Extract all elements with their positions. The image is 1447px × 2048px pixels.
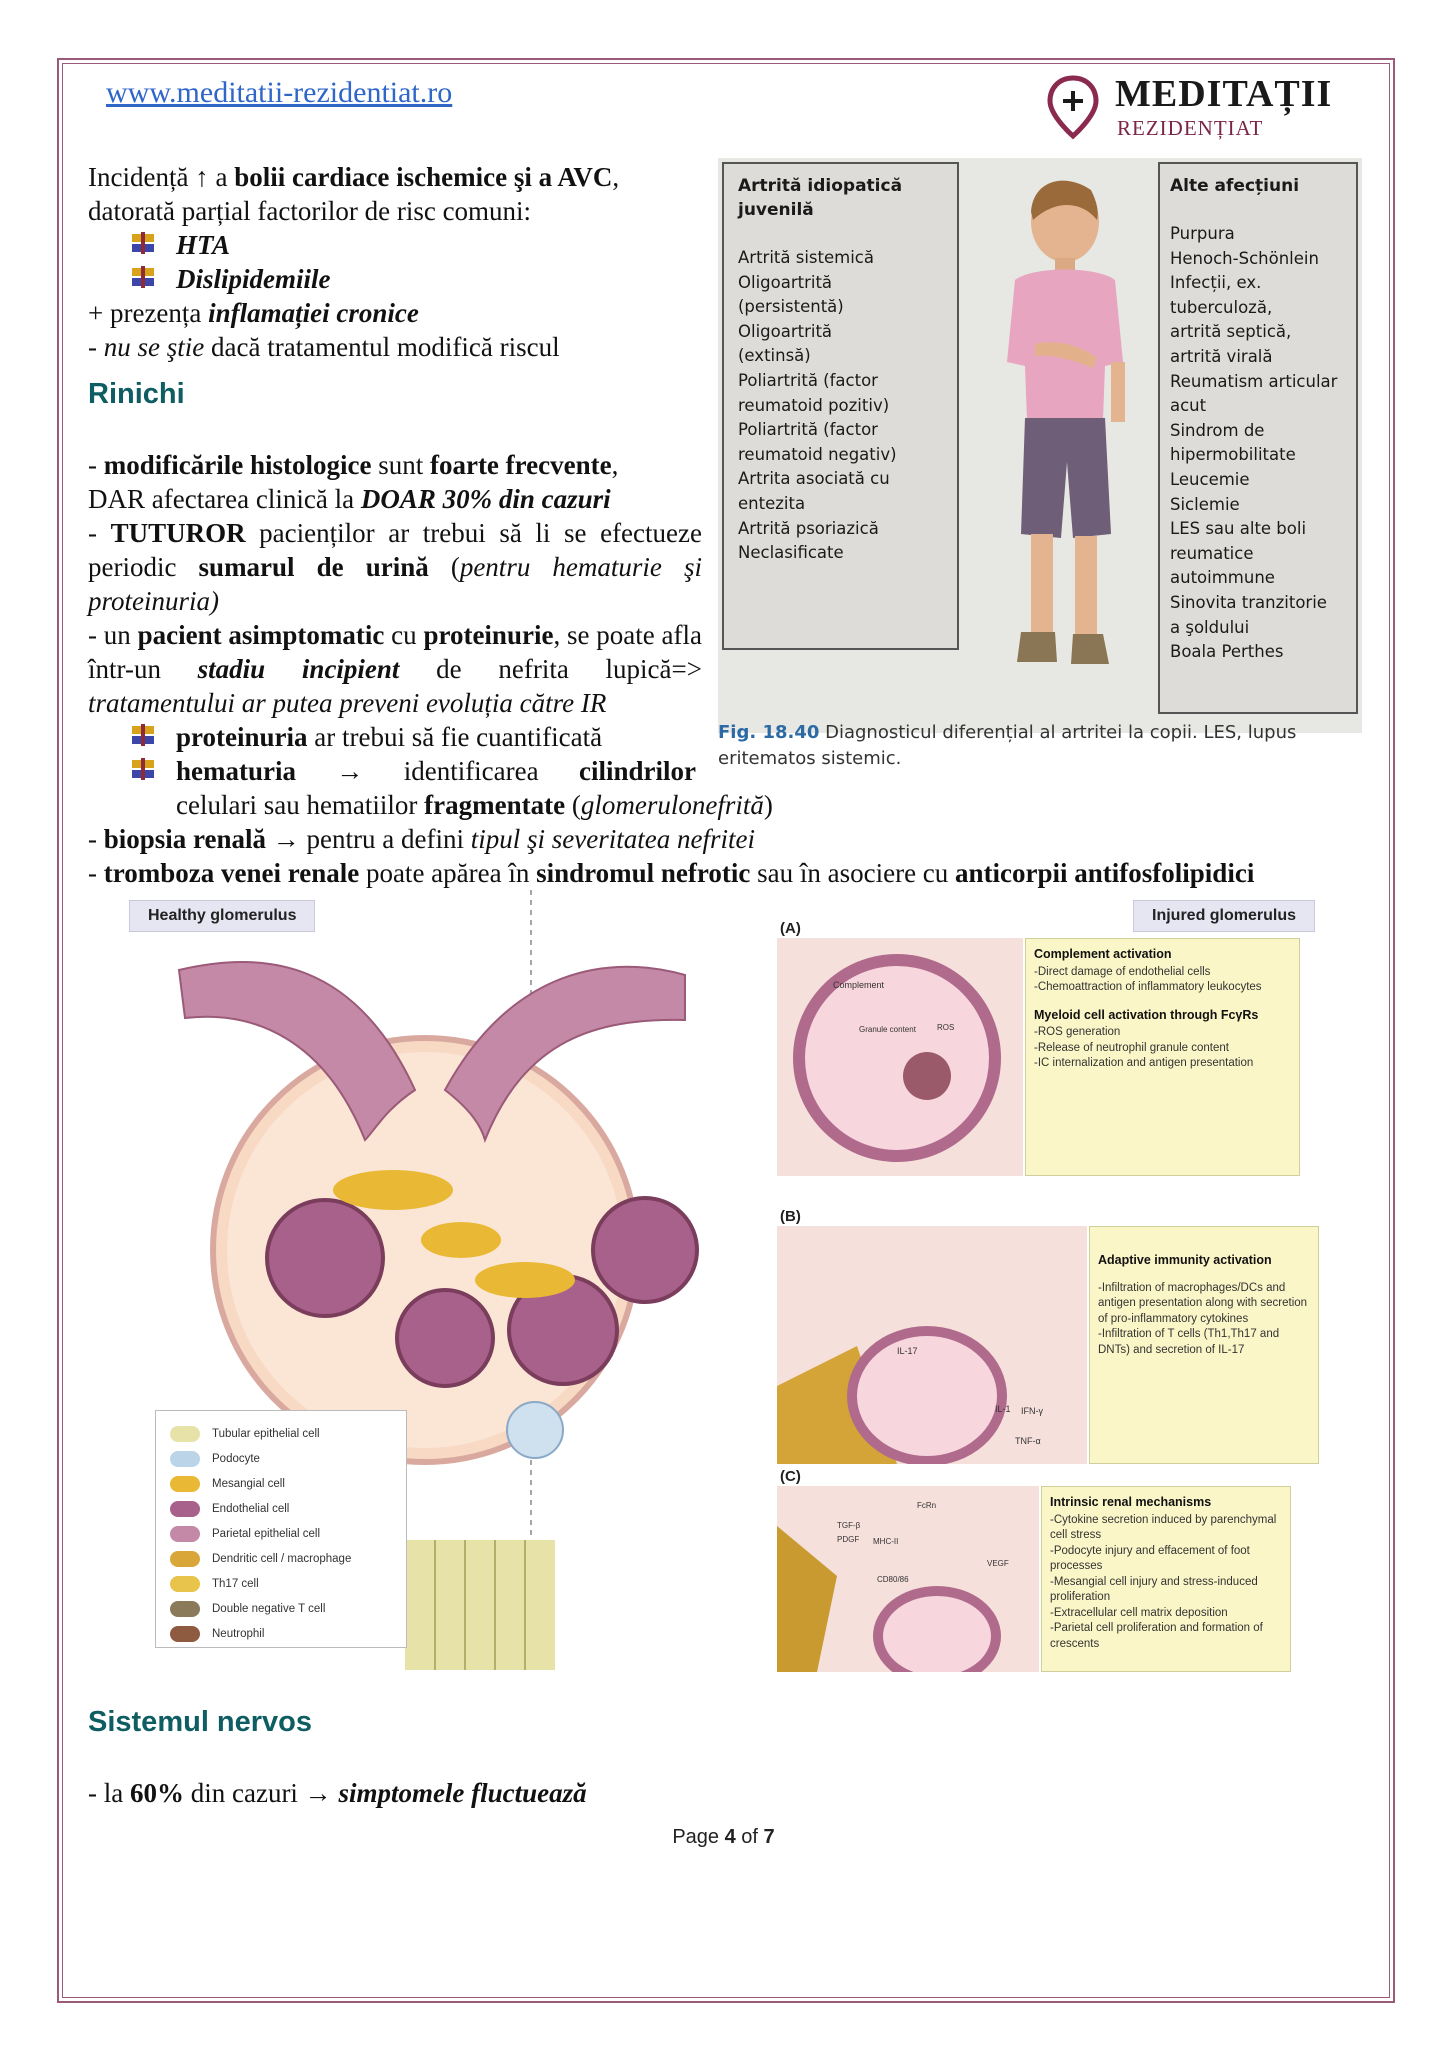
figure-other-item: Infecții, ex. tuberculoză, artrită septică, artrită virală bbox=[1170, 273, 1292, 366]
figure-panel-jia bbox=[722, 162, 959, 650]
figure-jia-item: Neclasificate bbox=[738, 543, 844, 563]
legend-label: Dendritic cell / macrophage bbox=[212, 1553, 352, 1565]
panel-c-text: Intrinsic renal mechanisms -Cytokine secretion induced by parenchymal cell stress -Podocyte injury and effacement of foot processes -Mesangial cell injury and stress-induced proliferation -Extracellular cell matrix deposition -Parietal cell proliferation and formation of crescents bbox=[1041, 1486, 1291, 1672]
legend-item bbox=[170, 1498, 289, 1520]
figure-glomerulus bbox=[125, 890, 1325, 1670]
legend-swatch-icon bbox=[170, 1626, 200, 1642]
figure-panel-other-list bbox=[1170, 222, 1346, 665]
bullet-icon bbox=[132, 266, 154, 288]
legend-swatch-icon bbox=[170, 1601, 200, 1617]
intro-line-3: + prezența inflamației cronice bbox=[88, 298, 419, 328]
figure-panel-jia-list bbox=[738, 246, 943, 566]
glomerulus-legend bbox=[155, 1410, 407, 1648]
panel-a-text: Complement activation -Direct damage of endothelial cells -Chemoattraction of inflammatory leukocytes Myeloid cell activation through FcγRs -ROS generation -Release of neutrophil granule content -IC internalization and antigen presentation bbox=[1025, 938, 1300, 1176]
figure-other-item: LES sau alte boli reumatice autoimmune bbox=[1170, 519, 1307, 588]
rinichi-para-2: - TUTUROR pacienților ar trebui să li se efectueze periodic sumarul de urină (pentru hematurie şi proteinuria) bbox=[88, 518, 702, 616]
figure-other-item: Leucemie bbox=[1170, 469, 1250, 489]
legend-item bbox=[170, 1623, 264, 1645]
label-healthy-glomerulus: Healthy glomerulus bbox=[129, 900, 315, 932]
rinichi-bullet-proteinuria: proteinuria ar trebui să fie cuantificată bbox=[176, 722, 603, 752]
legend-item bbox=[170, 1448, 260, 1470]
figure-panel-other-title: Alte afecțiuni bbox=[1170, 176, 1300, 196]
legend-swatch-icon bbox=[170, 1526, 200, 1542]
section-title-sistemul-nervos: Sistemul nervos bbox=[88, 1706, 313, 1738]
legend-label: Mesangial cell bbox=[212, 1478, 285, 1490]
figure-other-item: Sinovita tranzitorie a şoldului bbox=[1170, 592, 1327, 637]
legend-label: Neutrophil bbox=[212, 1628, 265, 1640]
panel-c-label: (C) bbox=[780, 1468, 801, 1485]
panel-a-label: (A) bbox=[780, 920, 801, 937]
panel-c-label-text: VEGF bbox=[987, 1559, 1009, 1568]
figure-jia-item: Artrită psoriazică bbox=[738, 518, 879, 538]
figure-panel-other bbox=[1158, 162, 1358, 714]
panel-b-illustration bbox=[777, 1226, 1087, 1464]
legend-swatch-icon bbox=[170, 1501, 200, 1517]
legend-label: Tubular epithelial cell bbox=[212, 1428, 320, 1440]
section-title-rinichi: Rinichi bbox=[88, 378, 185, 410]
panel-b-label-text: TNF-α bbox=[1015, 1436, 1041, 1446]
panel-b-label-text: IL-17 bbox=[897, 1346, 918, 1356]
nervos-line-1: - la 60% din cazuri → simptomele fluctuează bbox=[88, 1778, 587, 1808]
site-link[interactable]: www.meditatii-rezidentiat.ro bbox=[106, 76, 453, 109]
figure-caption: Fig. 18.40 Diagnosticul diferențial al artritei la copii. LES, lupus eritematos sistemic. bbox=[718, 722, 1297, 769]
rinichi-para-tromboza: - tromboza venei renale poate apărea în sindromul nefrotic sau în asociere cu anticorpii antifosfolipidici bbox=[88, 858, 1255, 888]
rinichi-para-1: - modificările histologice sunt foarte frecvente, DAR afectarea clinică la DOAR 30% din cazuri bbox=[88, 450, 619, 514]
panel-a-illustration bbox=[777, 938, 1023, 1176]
intro-line-4: - nu se ştie dacă tratamentul modifică riscul bbox=[88, 332, 560, 362]
legend-label: Th17 cell bbox=[212, 1578, 259, 1590]
legend-item bbox=[170, 1523, 320, 1545]
legend-label: Podocyte bbox=[212, 1453, 260, 1465]
figure-panel-jia-title: Artrită idiopatică juvenilă bbox=[738, 176, 903, 220]
bullet-icon bbox=[132, 724, 154, 746]
bullet-icon bbox=[132, 232, 154, 254]
panel-a-label-text: ROS bbox=[937, 1023, 955, 1032]
legend-item bbox=[170, 1573, 259, 1595]
figure-jia-item: Artrita asociată cu entezita bbox=[738, 469, 890, 513]
legend-item bbox=[170, 1473, 285, 1495]
location-pin-icon bbox=[1045, 74, 1101, 140]
intro-line-1: Incidență ↑ a bolii cardiace ischemice şi a AVC, bbox=[88, 162, 620, 192]
logo-subtitle: REZIDENȚIAT bbox=[1117, 116, 1264, 140]
legend-swatch-icon bbox=[170, 1426, 200, 1442]
legend-label: Endothelial cell bbox=[212, 1503, 290, 1515]
panel-c-label-text: CD80/86 bbox=[877, 1575, 909, 1584]
legend-item bbox=[170, 1598, 325, 1620]
figure-jia-item: Poliartrită (factor reumatoid negativ) bbox=[738, 420, 897, 464]
figure-other-item: Purpura Henoch-Schönlein bbox=[1170, 224, 1319, 268]
panel-c-illustration bbox=[777, 1486, 1039, 1672]
logo-name: MEDITAȚII bbox=[1115, 73, 1333, 115]
legend-swatch-icon bbox=[170, 1576, 200, 1592]
rinichi-para-biopsie: - biopsia renală → pentru a defini tipul şi severitatea nefritei bbox=[88, 824, 755, 854]
figure-other-item: Boala Perthes bbox=[1170, 642, 1284, 662]
panel-c-label-text: FcRn bbox=[917, 1501, 937, 1510]
legend-swatch-icon bbox=[170, 1551, 200, 1567]
legend-swatch-icon bbox=[170, 1476, 200, 1492]
panel-b-label: (B) bbox=[780, 1208, 801, 1225]
rinichi-bullet-hematuria: hematuria → identificarea cilindrilor bbox=[176, 756, 696, 786]
rinichi-bullet-hematuria-cont: celulari sau hematiilor fragmentate (glomerulonefrită) bbox=[176, 790, 773, 820]
legend-swatch-icon bbox=[170, 1451, 200, 1467]
figure-jia-item: Poliartrită (factor reumatoid pozitiv) bbox=[738, 370, 890, 415]
panel-c-label-text: TGF-β bbox=[837, 1521, 861, 1530]
panel-a-label-text: Granule content bbox=[859, 1025, 916, 1034]
panel-b-label-text: IFN-γ bbox=[1021, 1406, 1043, 1416]
child-illustration bbox=[973, 162, 1153, 722]
panel-c-label-text: PDGF bbox=[837, 1535, 860, 1544]
figure-arthritis bbox=[718, 158, 1362, 733]
intro-bullet-dislipidemii: Dislipidemiile bbox=[176, 264, 331, 294]
figure-other-item: Reumatism articular acut bbox=[1170, 371, 1338, 416]
panel-a-label-text: Complement bbox=[833, 980, 885, 990]
legend-label: Parietal epithelial cell bbox=[212, 1528, 321, 1540]
legend-item bbox=[170, 1548, 351, 1570]
legend-item bbox=[170, 1423, 320, 1445]
label-injured-glomerulus: Injured glomerulus bbox=[1133, 900, 1315, 932]
figure-other-item: Siclemie bbox=[1170, 494, 1240, 514]
intro-line-2: datorată parțial factorilor de risc comuni: bbox=[88, 196, 532, 226]
bullet-icon bbox=[132, 758, 154, 780]
figure-jia-item: Oligoartrită (persistentă) bbox=[738, 272, 844, 317]
figure-jia-item: Artrită sistemică bbox=[738, 248, 874, 267]
page-number: Page 4 of 7 bbox=[672, 1826, 775, 1848]
panel-b-text: Adaptive immunity activation -Infiltration of macrophages/DCs and antigen presentation along with secretion of pro-inflammatory cytokines -Infiltration of T cells (Th1,Th17 and DNTs) and secretion of IL-17 bbox=[1089, 1226, 1319, 1464]
legend-label: Double negative T cell bbox=[212, 1603, 326, 1615]
figure-other-item: Sindrom de hipermobilitate bbox=[1170, 420, 1296, 465]
figure-jia-item: Oligoartrită (extinsă) bbox=[738, 321, 833, 366]
logo bbox=[1045, 72, 1365, 144]
rinichi-para-3: - un pacient asimptomatic cu proteinurie, se poate afla într-un stadiu incipient de nefrita lupică=> tratamentului ar putea preveni evoluția către IR bbox=[88, 620, 702, 718]
intro-bullet-hta: HTA bbox=[176, 230, 231, 260]
panel-c-label-text: MHC-II bbox=[873, 1537, 899, 1546]
panel-b-label-text: IL-1 bbox=[995, 1404, 1011, 1414]
